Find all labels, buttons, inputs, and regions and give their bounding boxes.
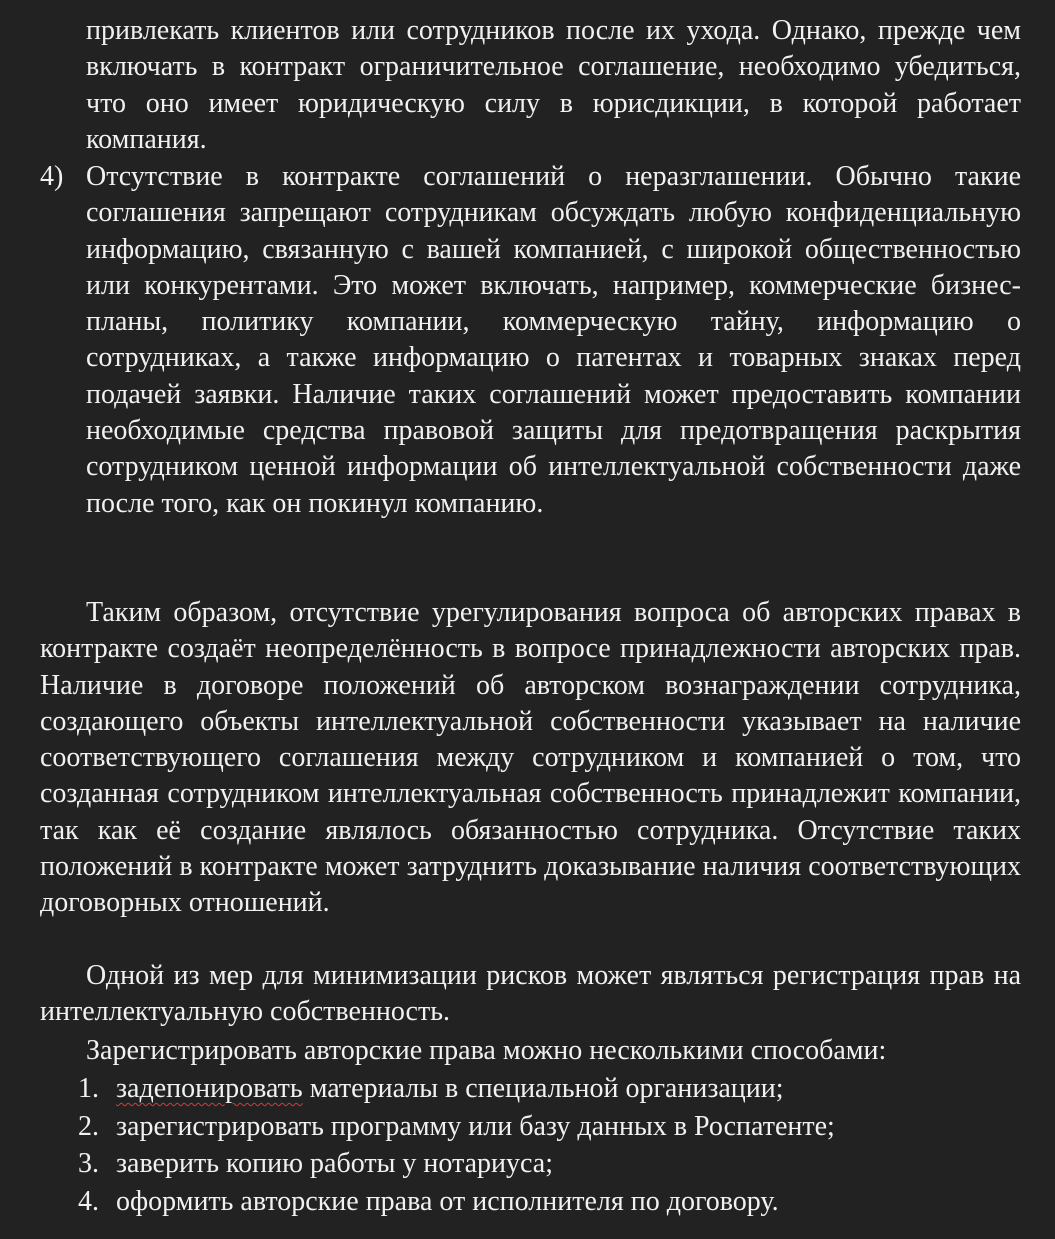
- list-item-3-continuation[interactable]: привлекать клиентов или сотрудников после их ухода. Однако, прежде чем включать в контракт ограничительное соглашение, необходимо убедиться, что оно имеет юридическую силу в юрисдикции, в которой работает компания.: [86, 15, 1021, 155]
- list-intro[interactable]: Зарегистрировать авторские права можно несколькими способами:: [86, 1035, 887, 1066]
- measure-paragraph[interactable]: Одной из мер для минимизации рисков может являться регистрация прав на интеллектуальную собственность.: [40, 960, 1021, 1028]
- list-item-text-rest: материалы в специальной организации;: [302, 1073, 784, 1104]
- list-item-number: 1.: [78, 1073, 99, 1104]
- summary-paragraph[interactable]: Таким образом, отсутствие урегулирования вопроса об авторских правах в контракте создаёт неопределённость в вопросе принадлежности авторских прав. Наличие в договоре положений об авторском вознаграждении сотрудника, создающего объекты интеллектуальной собственности указывает на наличие соответствующего соглашения между сотрудником и компанией о том, что созданная сотрудником интеллектуальная собственность принадлежит компании, так как её создание являлось обязанностью сотрудника. Отсутствие таких положений в контракте может затруднить доказывание наличия соответствующих договорных отношений.: [40, 597, 1021, 919]
- list-item-text: [116, 1070, 784, 1108]
- list-item-4-number: 4): [40, 161, 64, 192]
- spellcheck-flagged-word[interactable]: задепонировать: [116, 1073, 303, 1104]
- list-item-text: зарегистрировать программу или базу данных в Роспатенте;: [116, 1110, 835, 1142]
- list-item-number: 4.: [78, 1185, 99, 1217]
- list-item-text: оформить авторские права от исполнителя по договору.: [116, 1185, 779, 1217]
- list-item-text: заверить копию работы у нотариуса;: [116, 1148, 553, 1179]
- list-item-number: 3.: [78, 1148, 99, 1179]
- list-item-number: 2.: [78, 1110, 99, 1142]
- list-item-4-text[interactable]: Отсутствие в контракте соглашений о неразглашении. Обычно такие соглашения запрещают сотрудникам обсуждать любую конфиденциальную информацию, связанную с вашей компанией, с широкой общественностью или конкурентами. Это может включать, например, коммерческие бизнес-планы, политику компании, коммерческую тайну, информацию о сотрудниках, а также информацию о патентах и товарных знаках перед подачей заявки. Наличие таких соглашений может предоставить компании необходимые средства правовой защиты для предотвращения раскрытия сотрудником ценной информации об интеллектуальной собственности даже после того, как он покинул компанию.: [86, 161, 1021, 519]
